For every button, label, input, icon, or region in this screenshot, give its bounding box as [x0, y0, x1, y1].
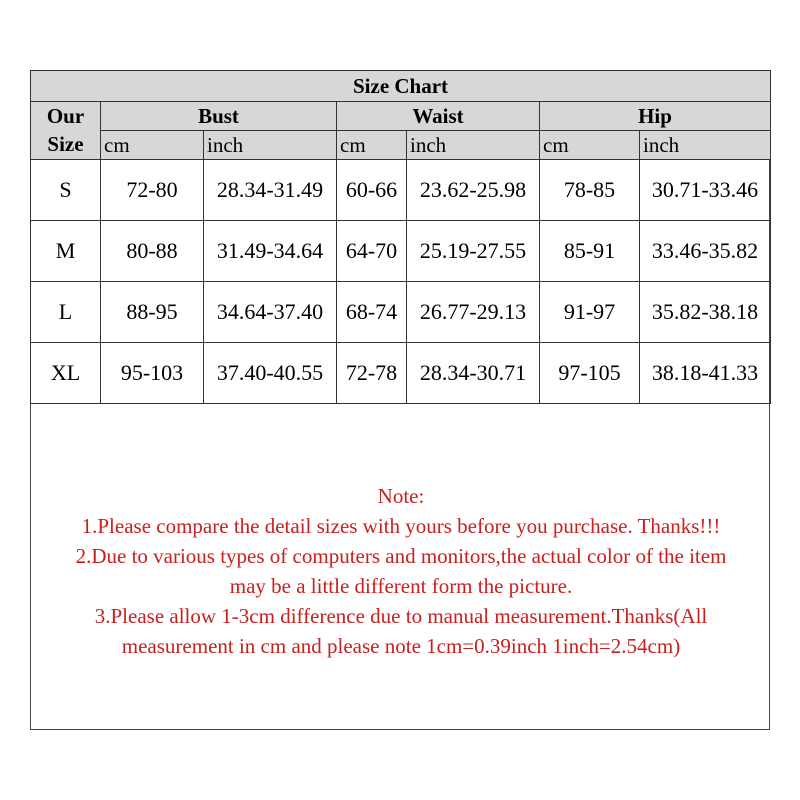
table-cell: 80-88: [101, 221, 204, 282]
our-size-header-line2: Size: [31, 131, 101, 160]
hip-inch-unit: inch: [640, 131, 771, 160]
our-size-header: Our: [31, 102, 101, 131]
table-cell: 23.62-25.98: [407, 160, 540, 221]
table-cell: 31.49-34.64: [204, 221, 337, 282]
table-cell: 68-74: [337, 282, 407, 343]
table-cell: 95-103: [101, 343, 204, 404]
table-row: [31, 221, 771, 282]
table-cell: 38.18-41.33: [640, 343, 771, 404]
table-cell: 26.77-29.13: [407, 282, 540, 343]
table-cell: 35.82-38.18: [640, 282, 771, 343]
note-line: measurement in cm and please note 1cm=0.39inch 1inch=2.54cm): [121, 634, 681, 658]
table-cell: 28.34-31.49: [204, 160, 337, 221]
table-row: [31, 160, 771, 221]
bust-cm-unit: cm: [101, 131, 204, 160]
table-cell: 60-66: [337, 160, 407, 221]
note-line: 2.Due to various types of computers and monitors,the actual color of the item: [75, 544, 727, 568]
size-label: XL: [31, 343, 101, 404]
table-cell: 85-91: [540, 221, 640, 282]
table-cell: 64-70: [337, 221, 407, 282]
size-label: L: [31, 282, 101, 343]
table-cell: 25.19-27.55: [407, 221, 540, 282]
note-heading: Note:: [377, 484, 425, 508]
table-cell: 33.46-35.82: [640, 221, 771, 282]
size-chart: [30, 70, 770, 730]
note-line: 3.Please allow 1-3cm difference due to manual measurement.Thanks(All: [94, 604, 708, 628]
table-row: [31, 343, 771, 404]
table-cell: 72-78: [337, 343, 407, 404]
table-cell: 30.71-33.46: [640, 160, 771, 221]
table-cell: 34.64-37.40: [204, 282, 337, 343]
table-cell: 88-95: [101, 282, 204, 343]
notes-block: [31, 481, 771, 661]
hip-header: Hip: [540, 102, 771, 131]
note-line: may be a little different form the picture.: [229, 574, 573, 598]
table-row: [31, 282, 771, 343]
size-label: S: [31, 160, 101, 221]
table-cell: 78-85: [540, 160, 640, 221]
table-cell: 28.34-30.71: [407, 343, 540, 404]
table-cell: 72-80: [101, 160, 204, 221]
waist-header: Waist: [337, 102, 540, 131]
size-label: M: [31, 221, 101, 282]
hip-cm-unit: cm: [540, 131, 640, 160]
waist-inch-unit: inch: [407, 131, 540, 160]
table-cell: 37.40-40.55: [204, 343, 337, 404]
bust-header: Bust: [101, 102, 337, 131]
size-table: [30, 70, 771, 404]
waist-cm-unit: cm: [337, 131, 407, 160]
chart-title: Size Chart: [31, 71, 771, 102]
table-cell: 97-105: [540, 343, 640, 404]
table-cell: 91-97: [540, 282, 640, 343]
note-line: 1.Please compare the detail sizes with yours before you purchase. Thanks!!!: [81, 514, 721, 538]
bust-inch-unit: inch: [204, 131, 337, 160]
